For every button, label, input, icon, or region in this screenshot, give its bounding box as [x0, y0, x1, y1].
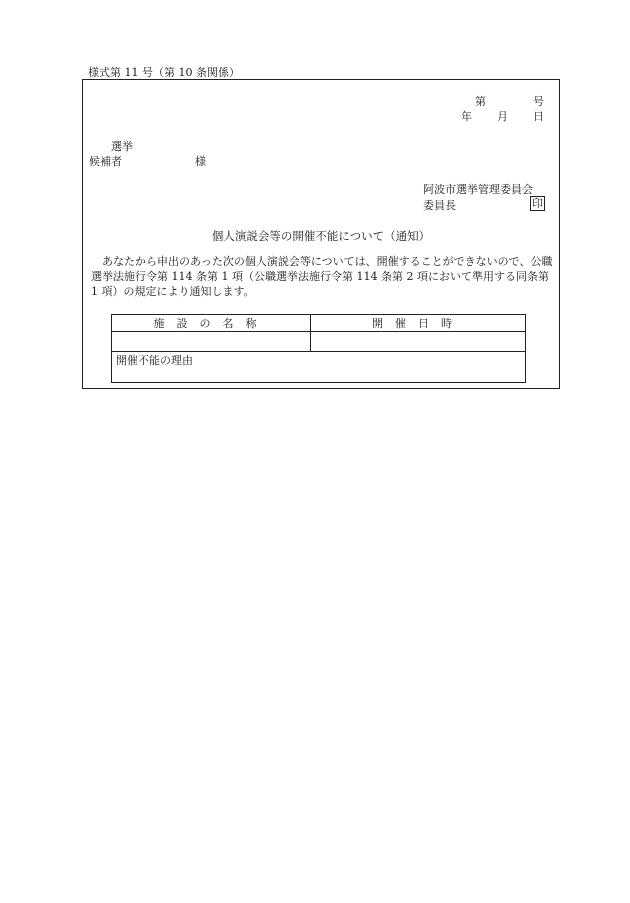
notice-body-text: あなたから申出のあった次の個人演説会等については、開催することができないので、公職選挙法施行令第 114 条第 1 項（公職選挙法施行令第 114 条第 2 項において準用する同条第 1 項）の規定により通知します。: [91, 255, 553, 298]
notice-frame: [82, 79, 560, 389]
sender-organization: 阿波市選挙管理委員会: [423, 183, 533, 196]
document-number: [475, 93, 544, 109]
table-reason-row: [112, 352, 526, 383]
table-header-row: [112, 315, 526, 332]
addressee-honorific: 様: [195, 155, 206, 168]
addressee-line2: [89, 153, 206, 169]
notice-title: 個人演説会等の開催不能について（通知）: [211, 229, 431, 243]
col-datetime: 開催日時: [311, 315, 526, 332]
seal-mark: 印: [532, 197, 543, 210]
date-day: 日: [533, 110, 544, 123]
datetime-cell: [311, 332, 526, 352]
doc-no-prefix: 第: [475, 95, 486, 108]
facility-name-cell: [112, 332, 311, 352]
addressee-line1: 選挙: [111, 140, 133, 153]
date-year: 年: [461, 110, 472, 123]
table-data-row: [112, 332, 526, 352]
reason-label: 開催不能の理由: [116, 354, 193, 367]
doc-no-suffix: 号: [533, 95, 544, 108]
sender-title-line: [423, 197, 545, 213]
facility-table: [111, 314, 526, 383]
addressee-label: 候補者: [89, 155, 122, 168]
issue-date: [461, 108, 544, 124]
date-month: 月: [497, 110, 508, 123]
col-facility-name: 施設の名称: [112, 315, 311, 332]
sender-title: 委員長: [423, 199, 456, 212]
reason-cell: [112, 352, 526, 383]
form-number: 様式第 11 号（第 10 条関係）: [88, 66, 240, 79]
notice-body: [91, 254, 553, 299]
